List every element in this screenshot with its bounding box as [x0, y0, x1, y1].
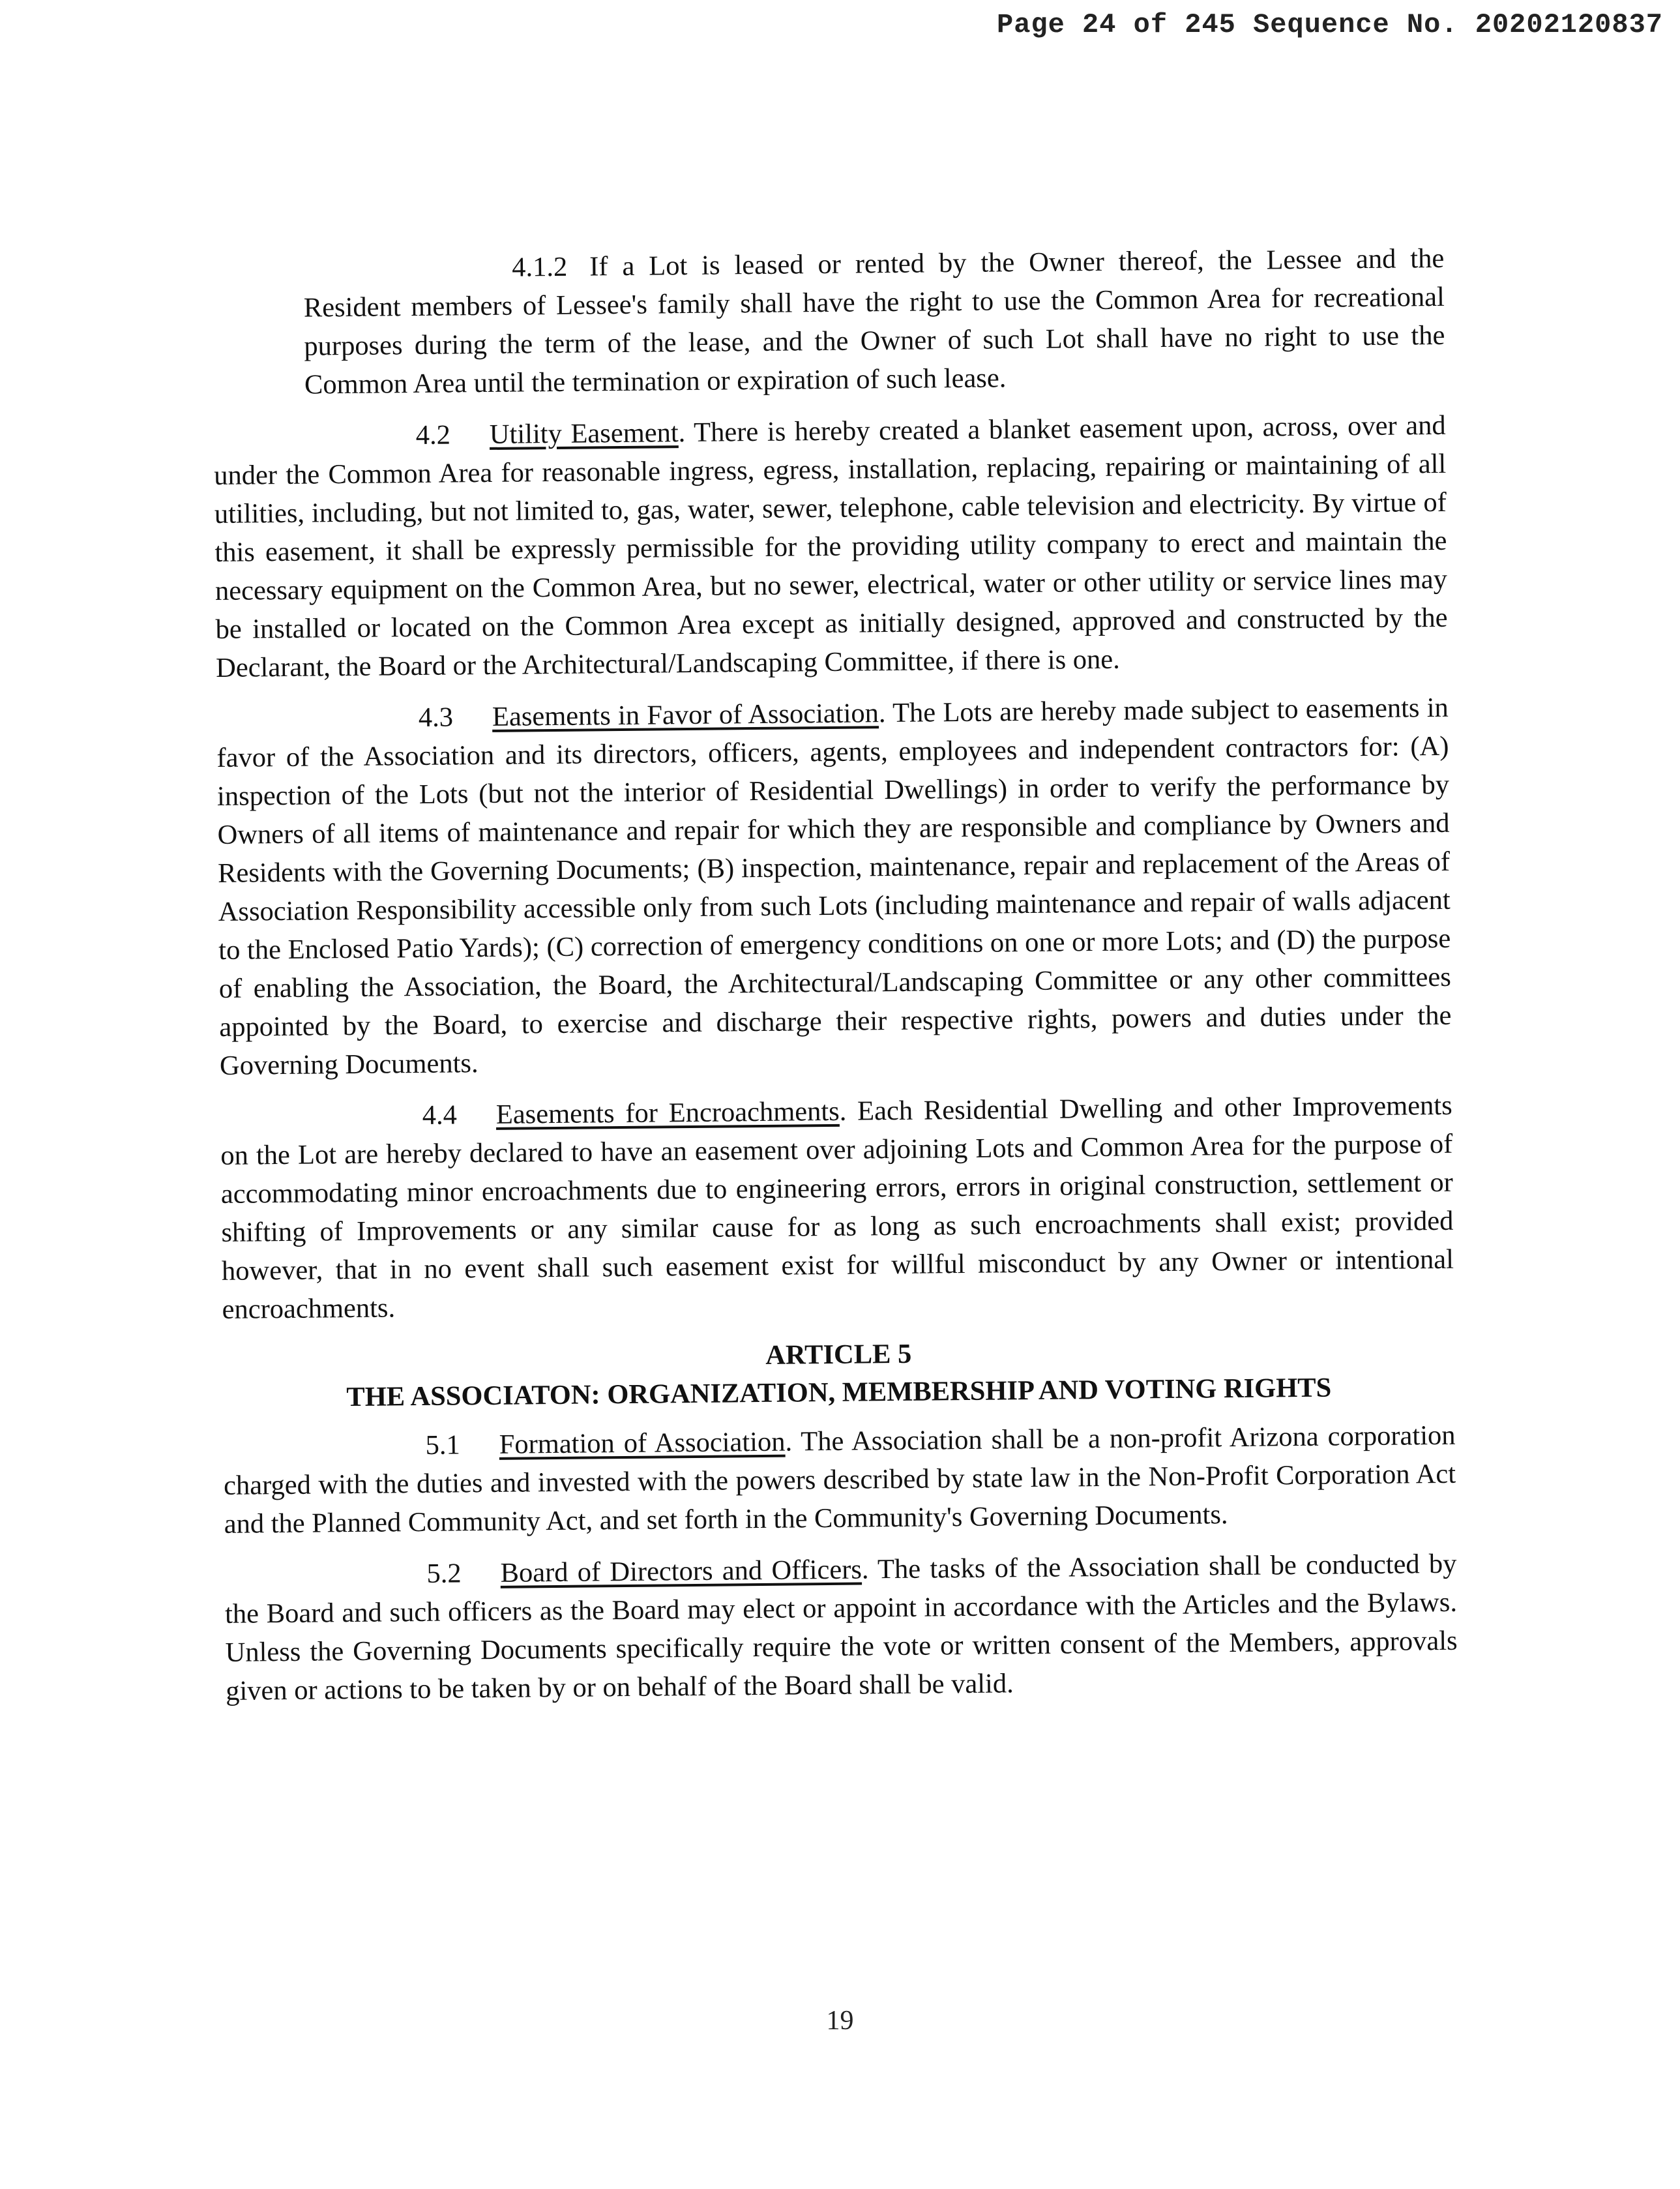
section-text: . The tasks of the Association shall be conducted by the Board and such officers as the Board may elect or appoint in accordance with the Articles and the Bylaws. Unless the Governing Documents specifically require the vote or written consent of the Members, approvals given or actions to be taken by or on behalf of the Board shall be valid. — [224, 1548, 1458, 1706]
section-number: 4.4 — [422, 1099, 458, 1131]
section-text: . The Lots are hereby made subject to easements in favor of the Association and its directors, officers, agents, employees and independent contractors for: (A) inspection of the Lots (but not the interior of Residential Dwellings) in order to verify the performance by Owners of all items of maintenance and repair for which they are responsible and compliance by Owners and Residents with the Governing Documents; (B) inspection, maintenance, repair and replacement of the Areas of Association Responsibility accessible only from such Lots (including maintenance and repair of walls adjacent to the Enclosed Patio Yards); (C) correction of emergency conditions on one or more Lots; and (D) the purpose of enabling the Association, the Board, the Architectural/Landscaping Committee or any other committees appointed by the Board, to exercise and discharge their respective rights, powers and duties under the Governing Documents. — [216, 692, 1452, 1081]
section-number: 5.2 — [426, 1558, 462, 1589]
article-heading — [222, 1330, 1455, 1418]
section-text: . Each Residential Dwelling and other Improvements on the Lot are hereby declared to have an easement over adjoining Lots and Common Area for the purpose of accommodating minor encroachments due to engineering errors, errors in original construction, settlement or shifting of Improvements or any similar cause for as long as such encroachments shall exist; provided however, that in no event shall such easement exist for willful misconduct by any Owner or intentional encroachments. — [220, 1090, 1454, 1325]
section-text: If a Lot is leased or rented by the Owner thereof, the Lessee and the Resident members of Lessee's family shall have the right to use the Common Area for recreational purposes during the term of the lease, and the Owner of such Lot shall have no right to use the Common Area until the termination or expiration of such lease. — [303, 243, 1445, 400]
section-4-2 — [213, 406, 1448, 687]
document-body — [212, 239, 1458, 1723]
section-number: 4.2 — [415, 419, 451, 451]
section-title: Easements for Encroachments — [495, 1095, 840, 1130]
page-header: Page 24 of 245 Sequence No. 20202120837 — [997, 9, 1663, 40]
section-text: . The Association shall be a non-profit Arizona corporation charged with the duties and invested with the powers described by state law in the Non-Profit Corporation Act and the Planned Community Act, and set forth in the Community's Governing Documents. — [223, 1420, 1456, 1540]
section-4-3 — [216, 689, 1452, 1085]
section-5-2 — [224, 1545, 1458, 1710]
section-text: . There is hereby created a blanket easement upon, across, over and under the Common Area for reasonable ingress, egress, installation, replacing, repairing or maintaining of all utilities, including, but not limited to, gas, water, sewer, telephone, cable television and electricity. By virtue of this easement, it shall be expressly permissible for the providing utility company to erect and maintain the necessary equipment on the Common Area, but no sewer, electrical, water or other utility or service lines may be installed or located on the Common Area except as initially designed, approved and constructed by the Declarant, the Board or the Architectural/Landscaping Committee, if there is one. — [214, 410, 1448, 683]
section-number: 4.3 — [418, 702, 454, 733]
section-number: 5.1 — [425, 1429, 460, 1461]
page-number: 19 — [826, 2006, 854, 2036]
section-4-1-2 — [303, 239, 1445, 404]
article-title: THE ASSOCIATON: ORGANIZATION, MEMBERSHIP AND VOTING RIGHTS — [346, 1372, 1332, 1413]
section-4-4 — [220, 1086, 1454, 1329]
section-title: Board of Directors and Officers — [500, 1554, 862, 1588]
section-number: 4.1.2 — [512, 251, 568, 283]
section-title: Utility Easement — [489, 417, 679, 450]
section-title: Formation of Association — [499, 1426, 786, 1460]
section-title: Easements in Favor of Association — [492, 698, 879, 732]
section-5-1 — [223, 1416, 1456, 1543]
article-number: ARTICLE 5 — [765, 1338, 912, 1371]
